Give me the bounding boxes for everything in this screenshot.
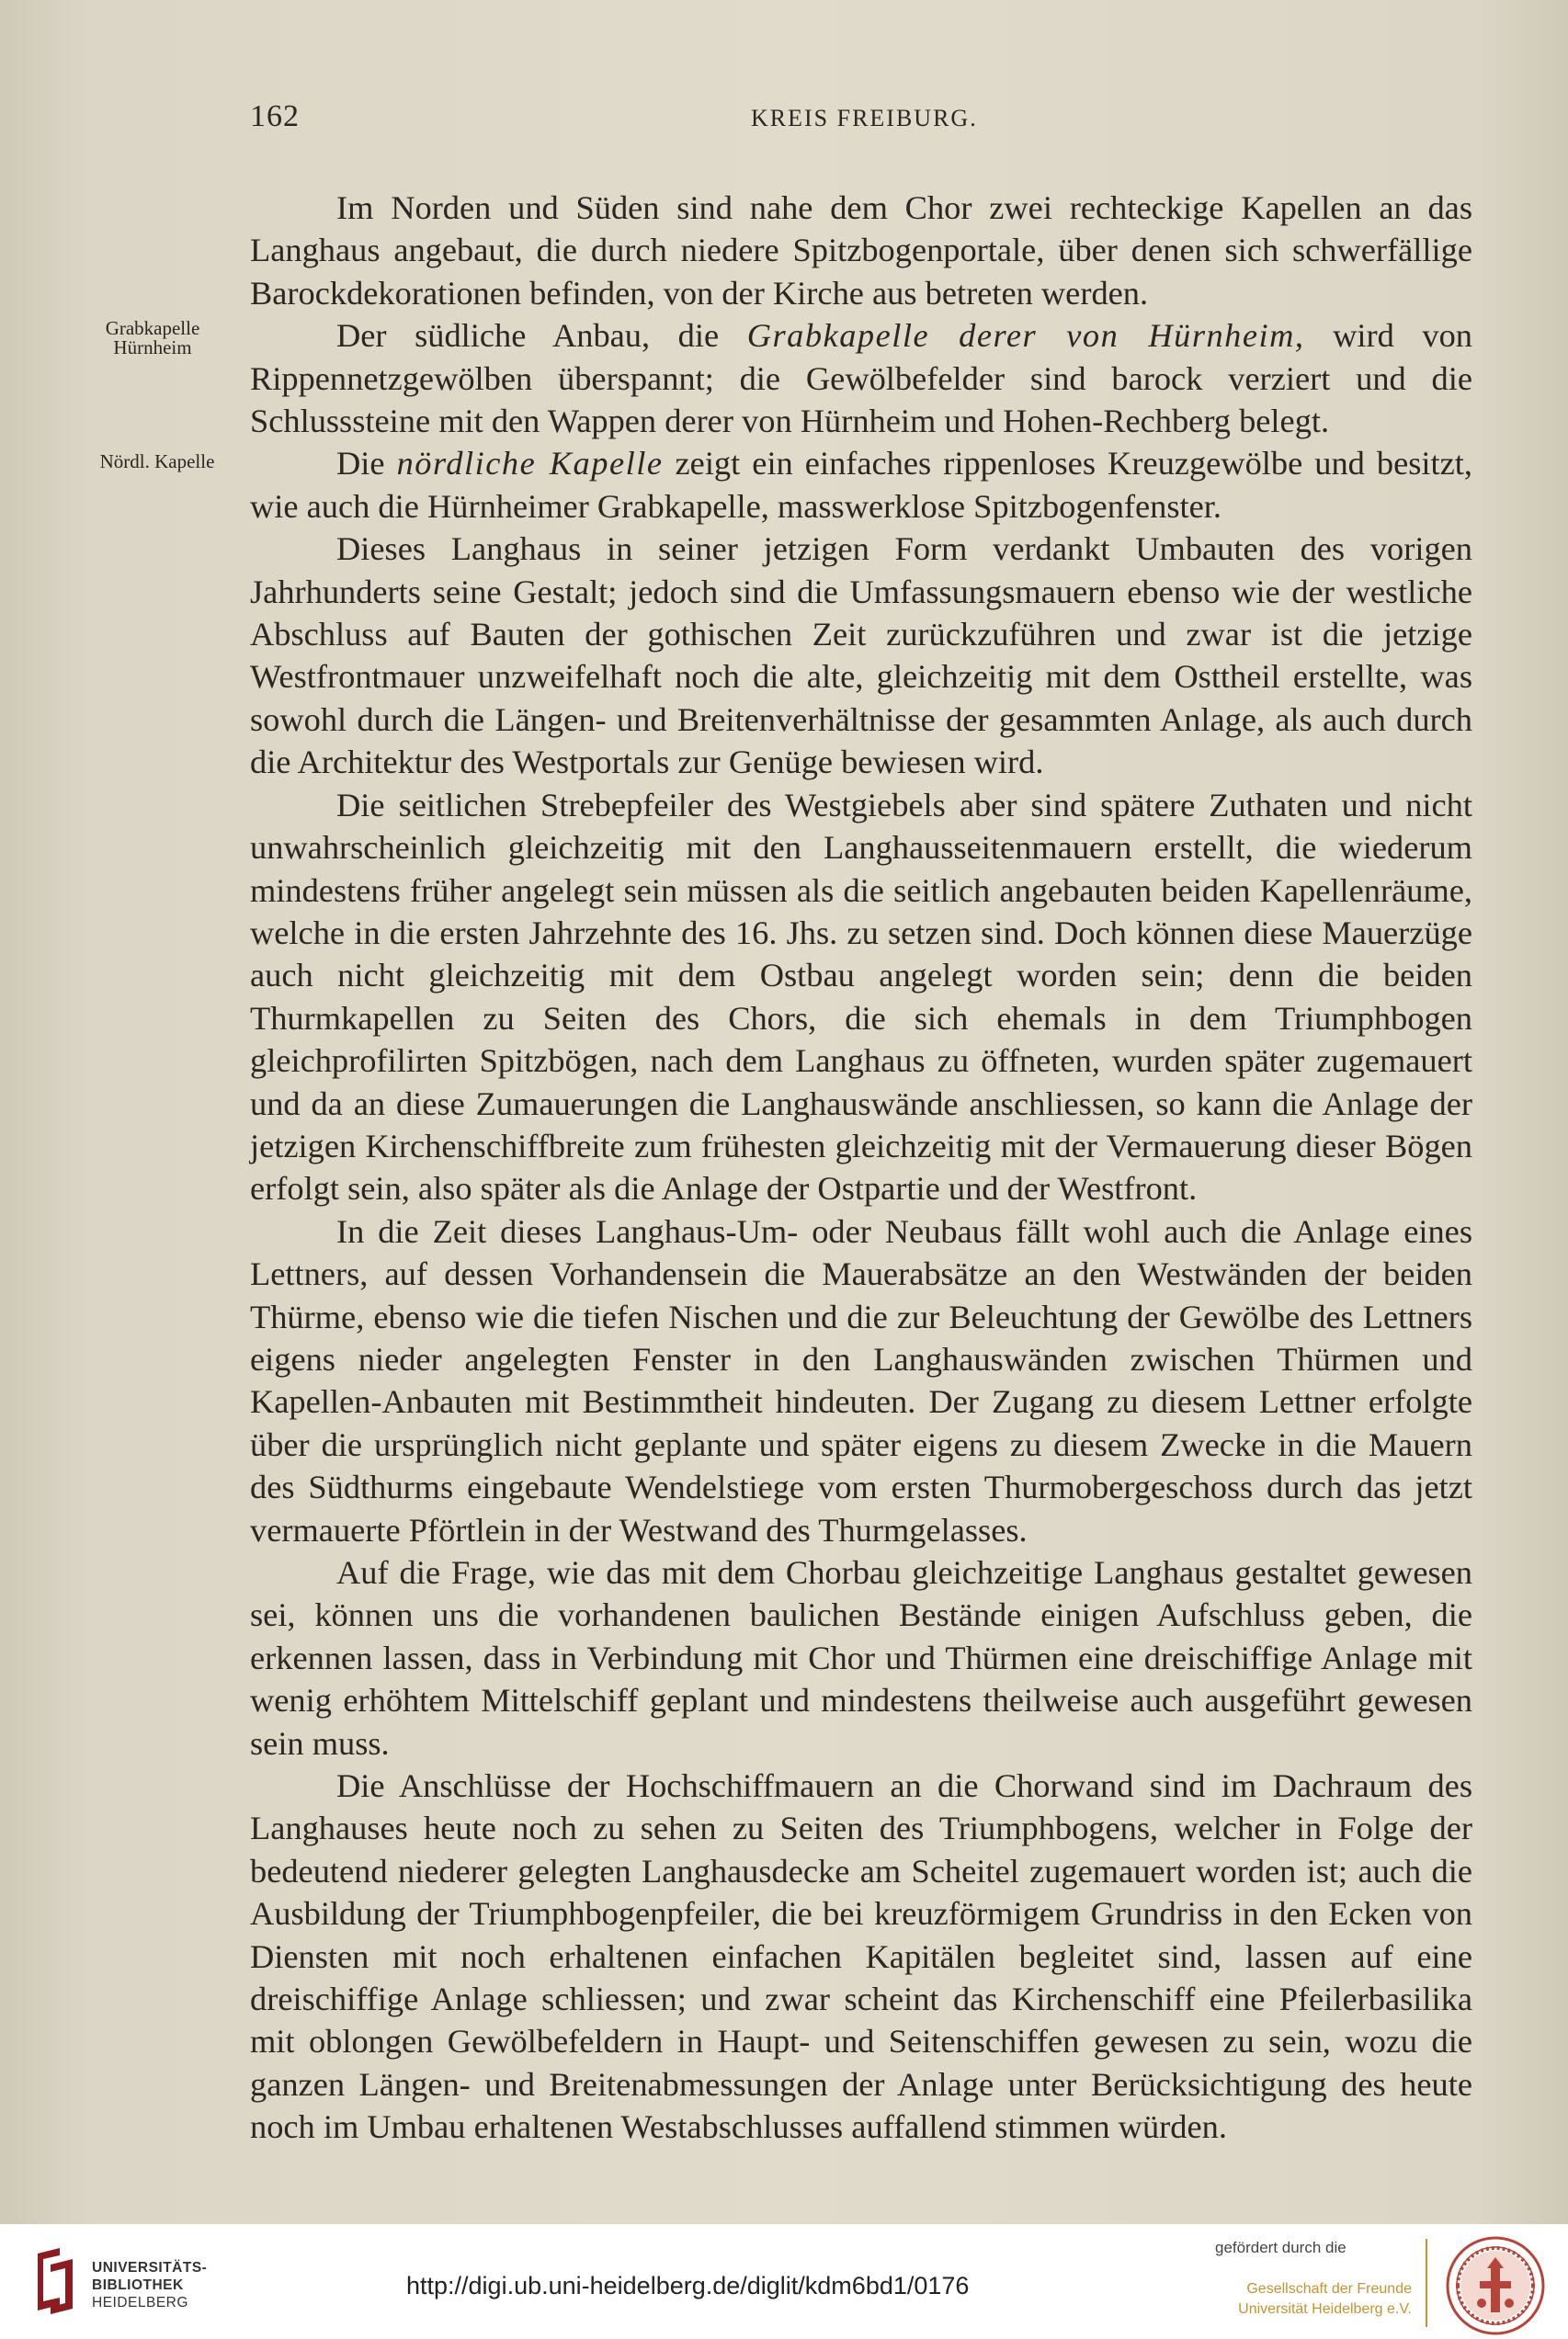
- footer-bar: [0, 2224, 1568, 2339]
- paragraph-text: Die seitlichen Strebepfeiler des Westgiebels aber sind spätere Zuthaten und nicht unwahrscheinlich gleichzeitig mit den Langhausseitenmauern erstellt, die wiederum mindestens früher angelegt sein müssen als die seitlich angebauten beiden Kapellenräume, welche in die ersten Jahrzehnte des 16. Jhs. zu setzen sind. Doch können diese Mauerzüge auch nicht gleichzeitig mit dem Ostbau angelegt worden sein; denn die beiden Thurmkapellen zu Seiten des Chors, die sich ehemals in dem Triumphbogen gleichprofilirten Spitzbögen, nach dem Langhaus zu öffneten, wurden später zugemauert und da an diese Zumauerungen die Langhauswände anschliessen, so kann die Anlage der jetzigen Kirchenschiffbreite zum frühesten gleichzeitig mit der Vermauerung dieser Bögen erfolgt sein, also später als die Anlage der Ostpartie und der Westfront.: [250, 786, 1472, 1208]
- university-seal-icon: [1445, 2235, 1546, 2336]
- paragraph: [250, 442, 1472, 528]
- marginal-note-line: Hürnheim: [113, 336, 192, 358]
- paragraph-text: Dieses Langhaus in seiner jetzigen Form verdankt Umbauten des vorigen Jahrhunderts seine Gestalt; jedoch sind die Umfassungsmauern ebenso wie der westliche Abschluss auf Bauten der gothischen Zeit zurückzuführen und zwar ist die jetzige Westfrontmauer unzweifelhaft noch die alte, gleichzeitig mit dem Osttheil erstellte, was sowohl durch die Längen- und Breitenverhältnisse der gesammten Anlage, als auch durch die Architektur des Westportals zur Genüge bewiesen wird.: [250, 530, 1472, 781]
- society-name-line: Universität Heidelberg e.V.: [1238, 2301, 1412, 2317]
- emphasized-term: Grabkapelle derer von Hürnheim,: [746, 317, 1305, 355]
- marginal-note-noerdl-kapelle: Nördl. Kapelle: [99, 450, 215, 472]
- society-name-line: Gesellschaft der Freunde: [1246, 2281, 1412, 2297]
- paragraph: [250, 784, 1472, 1210]
- emphasized-term: nördliche Kapelle: [396, 445, 664, 483]
- paragraph-text: Die Anschlüsse der Hochschiffmauern an die Chorwand sind im Dachraum des Langhauses heute noch zu sehen zu Seiten des Triumphbogens, welcher in Folge der bedeutend niederer gelegten Langhausdecke am Scheitel zugemauert worden ist; auch die Ausbildung der Triumphbogenpfeiler, die bei kreuzförmigem Grundriss in den Ecken von Diensten mit noch erhaltenen einfachen Kapitälen begleitet sind, lassen auf eine dreischiffige Anlage schliessen; und zwar scheint das Kirchenschiff eine Pfeilerbasilika mit oblongen Gewölbefeldern in Haupt- und Seitenschiffen gewesen zu sein, wozu die ganzen Längen- und Breitenabmessungen der Anlage unter Berücksichtigung des heute noch im Umbau erhaltenen Westabschlusses auffallend stimmen würden.: [250, 1767, 1472, 2146]
- paragraph-text: Der südliche Anbau, die: [336, 317, 747, 355]
- marginal-note-line: Grabkapelle: [105, 317, 200, 339]
- paragraph: [250, 528, 1472, 783]
- funded-by-label: gefördert durch die: [1215, 2239, 1346, 2256]
- university-library-logo-icon: [32, 2244, 78, 2316]
- paragraph-text: Auf die Frage, wie das mit dem Chorbau gleichzeitige Langhaus gestaltet gewesen sei, können uns die vorhandenen baulichen Bestände einigen Aufschluss geben, die erkennen lassen, dass in Verbindung mit Chor und Thürmen eine dreischiffige Anlage mit wenig erhöhtem Mittelschiff geplant und mindestens theilweise auch ausgeführt gewesen sein muss.: [250, 1554, 1472, 1762]
- paragraph-text: Im Norden und Süden sind nahe dem Chor zwei rechteckige Kapellen an das Langhaus angebaut, die durch niedere Spitzbogenportale, über denen sich schwerfällige Barockdekorationen befinden, von der Kirche aus betreten werden.: [250, 189, 1472, 312]
- library-name-line: UNIVERSITÄTS-: [92, 2260, 208, 2276]
- body-text: [250, 187, 1472, 2149]
- paragraph: [250, 187, 1472, 314]
- paragraph-text: wird von Rippennetzgewölben überspannt; die Gewölbefelder sind barock verziert und die Schlusssteine mit den Wappen derer von Hürnheim und Hohen-Rechberg belegt.: [250, 317, 1472, 440]
- permalink-url[interactable]: http://digi.ub.uni-heidelberg.de/diglit/kdm6bd1/0176: [406, 2272, 970, 2299]
- paragraph: [250, 314, 1472, 442]
- society-name: [1206, 2279, 1412, 2320]
- running-head: KREIS FREIBURG.: [751, 105, 978, 131]
- marginal-note-grabkapelle: [85, 319, 221, 358]
- paragraph-text: Die: [336, 445, 397, 483]
- paragraph: [250, 1765, 1472, 2149]
- page-header: [250, 99, 1472, 145]
- paragraph: [250, 1210, 1472, 1551]
- footer-divider: [1426, 2239, 1427, 2327]
- library-name-line: HEIDELBERG: [92, 2295, 188, 2311]
- library-name-line: BIBLIOTHEK: [92, 2277, 184, 2293]
- library-name: [92, 2259, 207, 2311]
- page-number: 162: [250, 99, 300, 133]
- paragraph-text: In die Zeit dieses Langhaus-Um- oder Neubaus fällt wohl auch die Anlage eines Lettners, auf dessen Vorhandensein die Mauerabsätze an den Westwänden der beiden Thürme, ebenso wie die tiefen Nischen und die zur Beleuchtung der Gewölbe des Lettners eigens nieder angelegten Fenster in den Langhauswänden zwischen Thürmen und Kapellen-Anbauten mit Bestimmtheit hindeuten. Der Zugang zu diesem Lettner erfolgte über die ursprünglich nicht geplante und später eigens zu diesem Zwecke in die Mauern des Südthurms eingebaute Wendelstiege vom ersten Thurmobergeschoss durch das jetzt vermauerte Pförtlein in der Westwand des Thurmgelasses.: [250, 1212, 1472, 1549]
- paragraph-text: zeigt ein einfaches rippenloses Kreuzgewölbe und besitzt, wie auch die Hürnheimer Grabkapelle, masswerklose Spitzbogenfenster.: [250, 445, 1473, 525]
- paragraph: [250, 1551, 1472, 1765]
